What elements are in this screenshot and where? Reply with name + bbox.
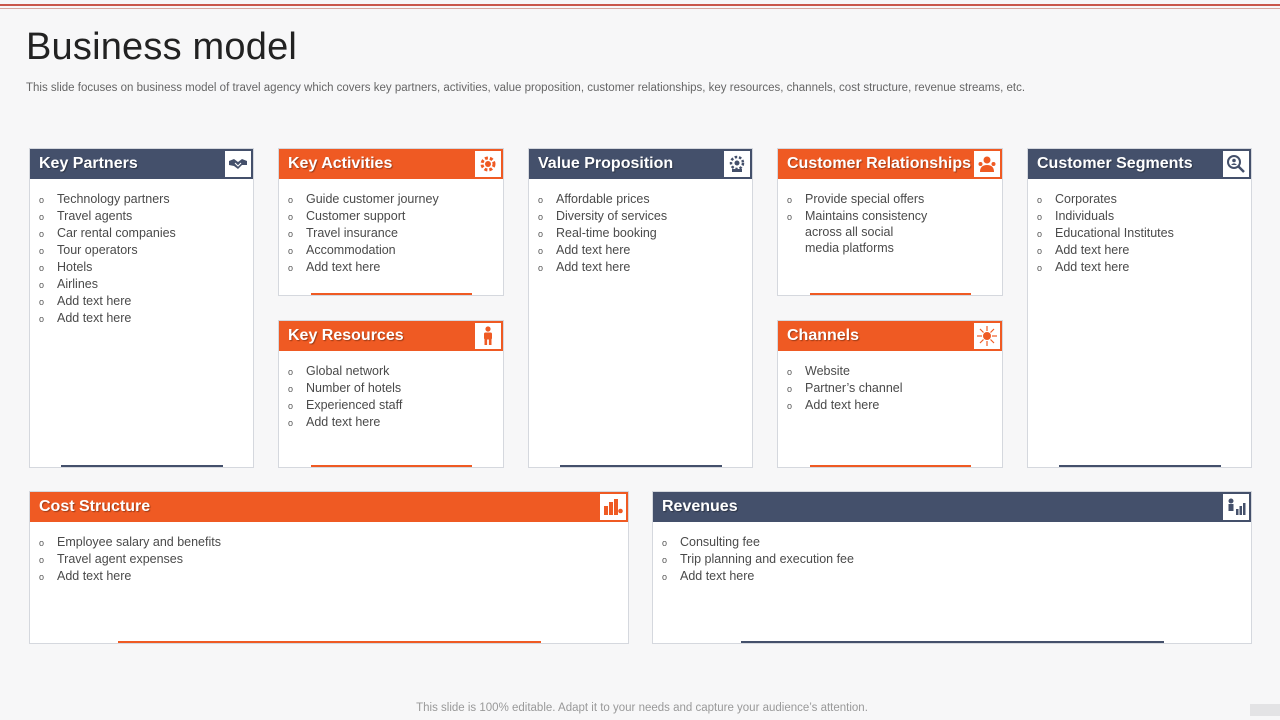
list-item (39, 242, 247, 259)
bullet: o (39, 555, 45, 565)
list-item (787, 208, 996, 256)
list-item (288, 414, 497, 431)
list-item-text: Add text here (306, 415, 381, 429)
bullet: o (288, 263, 294, 273)
card-bottom-bar (311, 293, 472, 295)
card-header (279, 149, 503, 179)
list-item-text: Affordable prices (556, 192, 650, 206)
card-header (30, 149, 253, 179)
card-header (529, 149, 752, 179)
page-title: Business model (26, 26, 298, 68)
bullet: o (787, 367, 793, 377)
list-item-text: Employee salary and benefits (57, 535, 221, 549)
list-item-text: Consulting fee (680, 535, 760, 549)
list-item-text: Add text here (57, 569, 132, 583)
bullet: o (288, 401, 294, 411)
item-list (538, 191, 746, 276)
list-item-text: Travel insurance (306, 226, 398, 240)
list-item (538, 191, 746, 208)
list-item (288, 208, 497, 225)
bullet: o (1037, 246, 1043, 256)
list-item-text: Add text here (306, 260, 381, 274)
bullet: o (538, 229, 544, 239)
bullet: o (39, 280, 45, 290)
list-item-text: Accommodation (306, 243, 396, 257)
list-item (787, 363, 996, 380)
card-bottom-bar (810, 293, 971, 295)
bullet: o (538, 195, 544, 205)
card-title: Value Proposition (538, 155, 674, 172)
list-item (39, 225, 247, 242)
bullet: o (1037, 195, 1043, 205)
list-item (39, 293, 247, 310)
item-list (662, 534, 1245, 585)
list-item-text: Number of hotels (306, 381, 402, 395)
list-item (288, 225, 497, 242)
list-item-text: Travel agents (57, 209, 133, 223)
card-key-activities (278, 148, 504, 296)
card-bottom-bar (61, 465, 223, 467)
bullet: o (39, 538, 45, 548)
list-item-text: Global network (306, 364, 390, 378)
list-item (288, 259, 497, 276)
list-item (39, 208, 247, 225)
card-title: Customer Segments (1037, 155, 1193, 172)
card-bottom-bar (1059, 465, 1221, 467)
gear-people-icon (475, 151, 501, 177)
card-bottom-bar (311, 465, 472, 467)
list-item (538, 259, 746, 276)
top-accent-line-thin (0, 8, 1280, 9)
item-list (39, 534, 622, 585)
bullet: o (39, 195, 45, 205)
list-item (39, 310, 247, 327)
item-list (288, 191, 497, 276)
card-header (653, 492, 1251, 522)
list-item-text: Technology partners (57, 192, 170, 206)
list-item (1037, 242, 1245, 259)
bullet: o (288, 384, 294, 394)
list-item (39, 259, 247, 276)
card-title: Channels (787, 327, 860, 344)
bullet: o (538, 263, 544, 273)
card-header (778, 321, 1002, 351)
magnifier-people-icon (1223, 151, 1249, 177)
page-subtitle: This slide focuses on business model of travel agency which covers key partners, activities, value proposition, customer relationships, key resources, channels, cost structure, revenue streams, etc. (26, 82, 1026, 94)
list-item (39, 534, 622, 551)
list-item-text: Educational Institutes (1055, 226, 1174, 240)
card-revenues (652, 491, 1252, 644)
card-title: Key Activities (288, 155, 393, 172)
item-list (787, 363, 996, 414)
list-item-text: Add text here (1055, 243, 1130, 257)
item-list (288, 363, 497, 431)
bullet: o (288, 195, 294, 205)
top-accent-line (0, 4, 1280, 6)
bullet: o (288, 246, 294, 256)
bullet: o (288, 418, 294, 428)
bullet: o (288, 367, 294, 377)
list-item-text: Add text here (57, 311, 132, 325)
bullet: o (1037, 263, 1043, 273)
card-channels (777, 320, 1003, 468)
list-item (1037, 225, 1245, 242)
bullet: o (662, 538, 668, 548)
list-item-text: Customer support (306, 209, 406, 223)
item-list (787, 191, 996, 256)
list-item (662, 534, 1245, 551)
list-item-text: Add text here (1055, 260, 1130, 274)
card-title: Revenues (662, 498, 738, 515)
list-item-text: Real-time booking (556, 226, 657, 240)
list-item (39, 276, 247, 293)
list-item-text: Guide customer journey (306, 192, 439, 206)
list-item-text: Add text here (805, 398, 880, 412)
list-item-text: Add text here (57, 294, 132, 308)
list-item-text: Partner’s channel (805, 381, 903, 395)
bullet: o (1037, 229, 1043, 239)
cost-icon (600, 494, 626, 520)
card-header (30, 492, 628, 522)
corner-decoration (1250, 704, 1280, 716)
list-item (1037, 191, 1245, 208)
list-item (538, 242, 746, 259)
bullet: o (288, 229, 294, 239)
bullet: o (662, 572, 668, 582)
bullet: o (787, 195, 793, 205)
card-bottom-bar (810, 465, 971, 467)
card-title: Key Resources (288, 327, 404, 344)
list-item (288, 380, 497, 397)
list-item-text: Trip planning and execution fee (680, 552, 854, 566)
network-icon (974, 323, 1000, 349)
list-item-text: Add text here (556, 260, 631, 274)
card-key-partners (29, 148, 254, 468)
list-item (39, 551, 622, 568)
card-header (279, 321, 503, 351)
list-item (39, 568, 622, 585)
list-item-text: Diversity of services (556, 209, 668, 223)
card-title: Customer Relationships (787, 155, 972, 172)
card-bottom-bar (560, 465, 722, 467)
bullet: o (39, 263, 45, 273)
card-bottom-bar (118, 641, 541, 643)
value-gear-icon (724, 151, 750, 177)
bullet: o (39, 297, 45, 307)
list-item-text: Corporates (1055, 192, 1117, 206)
bullet: o (538, 246, 544, 256)
handshake-icon (225, 151, 251, 177)
bullet: o (288, 212, 294, 222)
bullet: o (39, 572, 45, 582)
card-cost-structure (29, 491, 629, 644)
list-item-text: Maintains consistency across all social media platforms (805, 209, 928, 255)
list-item (538, 225, 746, 242)
people-icon (974, 151, 1000, 177)
person-icon (475, 323, 501, 349)
card-customer-segments (1027, 148, 1252, 468)
card-customer-relationships (777, 148, 1003, 296)
bullet: o (39, 246, 45, 256)
card-title: Cost Structure (39, 498, 151, 515)
list-item (787, 380, 996, 397)
list-item (288, 242, 497, 259)
list-item (288, 397, 497, 414)
card-title: Key Partners (39, 155, 138, 172)
bullet: o (39, 212, 45, 222)
bullet: o (1037, 212, 1043, 222)
chart-person-icon (1223, 494, 1249, 520)
list-item (1037, 259, 1245, 276)
card-value-proposition (528, 148, 753, 468)
bullet: o (787, 384, 793, 394)
bullet: o (538, 212, 544, 222)
list-item (538, 208, 746, 225)
list-item-text: Hotels (57, 260, 93, 274)
list-item (787, 191, 996, 208)
bullet: o (787, 401, 793, 411)
list-item (662, 568, 1245, 585)
list-item-text: Travel agent expenses (57, 552, 184, 566)
list-item-text: Add text here (680, 569, 755, 583)
list-item (288, 363, 497, 380)
list-item (288, 191, 497, 208)
list-item-text: Website (805, 364, 850, 378)
list-item-text: Car rental companies (57, 226, 176, 240)
list-item-text: Tour operators (57, 243, 138, 257)
list-item-text: Airlines (57, 277, 98, 291)
card-header (1028, 149, 1251, 179)
list-item-text: Add text here (556, 243, 631, 257)
card-header (778, 149, 1002, 179)
list-item (662, 551, 1245, 568)
bullet: o (787, 212, 793, 222)
card-bottom-bar (741, 641, 1164, 643)
bullet: o (39, 314, 45, 324)
list-item (1037, 208, 1245, 225)
list-item (39, 191, 247, 208)
list-item-text: Experienced staff (306, 398, 403, 412)
bullet: o (39, 229, 45, 239)
list-item (787, 397, 996, 414)
item-list (1037, 191, 1245, 276)
list-item-text: Individuals (1055, 209, 1115, 223)
card-key-resources (278, 320, 504, 468)
bullet: o (662, 555, 668, 565)
footer-note: This slide is 100% editable. Adapt it to your needs and capture your audience’s attention. (416, 702, 868, 714)
item-list (39, 191, 247, 327)
list-item-text: Provide special offers (805, 192, 925, 206)
